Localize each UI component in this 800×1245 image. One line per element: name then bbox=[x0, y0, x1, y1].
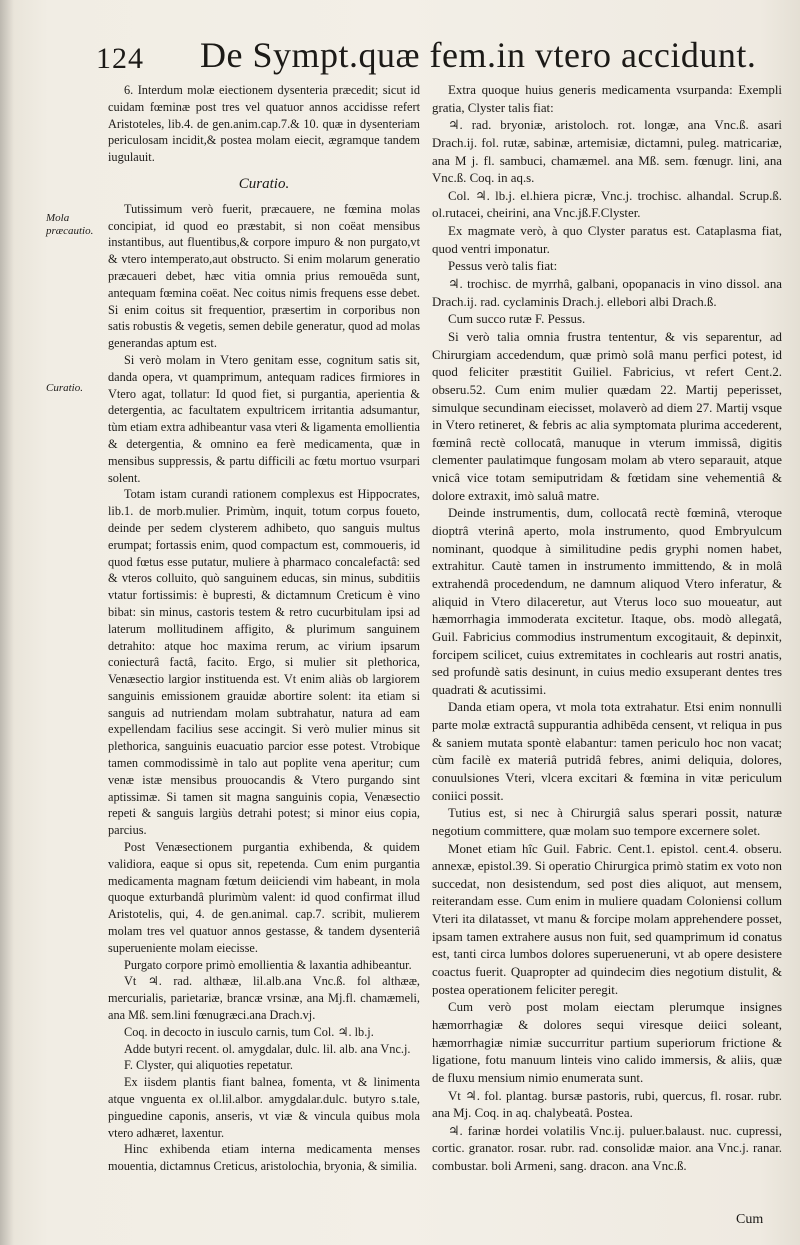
paragraph: Hinc exhibenda etiam interna medicamenta menses mouentia, dictamnus Creticus, aristolochia, bryonia, & similia. bbox=[108, 1142, 420, 1174]
paragraph: Purgato corpore primò emollientia & laxantia adhibeantur. bbox=[124, 957, 412, 972]
paragraph: Ex iisdem plantis fiant balnea, fomenta, vt & linimenta atque vnguenta ex ol.lil.albor. amygdalar.dulc. butyro s.tale, pinguedine caponis, anseris, vt viæ & vincula quibus mola vtero adhæret, laxentur. bbox=[108, 1075, 420, 1140]
prescription: ♃. rad. bryoniæ, aristoloch. rot. longæ, ana Vnc.ß. asari Drach.ij. fol. rutæ, sabinæ, artemisiæ, dictamni, puleg. matricariæ, ana M j. fl. sambuci, chamæmel. ana Mß. sem. fœnugr. lini, ana Vnc.ß. Coq. in aq.s. bbox=[432, 118, 782, 186]
running-head: De Sympt.quæ fem.in vtero accidunt. bbox=[200, 35, 757, 75]
paragraph: Cum verò post molam eiectam plerumque insignes hæmorrhagiæ & dolores sequi viresque deiici soleant, hæmorrhagiæ nimiæ succurritur partium superiorum frictione & ligatione, fotu manuum linteis vino calido immersis, & aliis, quæ de fluxu mensium nimio enumerata sunt. bbox=[432, 1000, 782, 1085]
page-number: 124 bbox=[96, 42, 144, 75]
prescription: Col. ♃. lb.j. el.hiera picræ, Vnc.j. trochisc. alhandal. Scrup.ß. ol.rutacei, cheirini, ana Vnc.jß.F.Clyster. bbox=[432, 188, 782, 221]
prescription: Vt ♃. fol. plantag. bursæ pastoris, rubi, quercus, fl. rosar. rubr. ana Mj. Coq. in aq. chalybeatâ. Postea. bbox=[432, 1088, 782, 1121]
paragraph: Si verò molam in Vtero genitam esse, cognitum satis sit, danda opera, vt quamprimum, antequam radices firmiores in Vtero agat, tollatur: Id quod fiet, si purgantia, aperientia & detergentia, ac facultatem expultricem irritantia adsumantur, tùm etiam extra adhibeantur vasa vteri & ligamenta emollientia & detergentia, & omnino ea ferè medicamenta, quæ in mensibus suppressis, & partu difficili ac fœtu mortuo vsurpari solent. bbox=[108, 352, 420, 485]
paragraph: Post Venæsectionem purgantia exhibenda, & quidem validiora, eaque si opus sit, repetenda. Cum enim purgantia medicamenta magnam fœtum deiiciendi vim habeant, in mola quoque exturbandâ plurimùm valent: id quod confirmat illud Aristotelis, qui, 4. de gen.animal. cap.7. scribit, mulierem molam tres vel quatuor annos gestasse, & tandem dysenteriâ superueniente molam eiecisse. bbox=[108, 840, 420, 955]
prescription: Vt ♃. rad. althææ, lil.alb.ana Vnc.ß. fol althææ, mercurialis, parietariæ, brancæ vrsinæ, ana Mj.fl. chamæmeli, ana Mß. sem.lini fœnugræci.ana Drach.vj. bbox=[108, 974, 420, 1023]
paragraph: Ex magmate verò, à quo Clyster paratus est. Cataplasma fiat, quod ventri imponatur. bbox=[432, 224, 782, 256]
paragraph: Tutius est, si nec à Chirurgiâ salus sperari possit, naturæ negotium committere, quæ molam suo tempore excernere solet. bbox=[432, 806, 782, 838]
paragraph: Totam istam curandi rationem complexus est Hippocrates, lib.1. de morb.mulier. Primùm, inquit, totum corpus foueto, deinde per sedem clysterem adhibeto, quo sanguis multus erumpat; fortassis enim, quod compactum est, commoueris, id quod fœtus esse putatur, muliere à pharmaco concalefactâ: sed & vteros colluito, quò sanguinem educas, sin minus, subditiis vtatur fortissimis: è bupresti, & dictamnum Creticum è vino bibat: sin minus, castoris testem & retro cucurbitulam ipsi ad laterum mollitudinem affigito, & plurimum sanguinem detrahito: atque hoc maxima rerum, ac virium ipsarum coniecturâ factâ, facito. Ergo, si mulier sit plethorica, Venæsectio largior instituenda est. Vt enim aliàs ob largiorem sanguinis emissionem grauidæ abortire solent: ita etiam si sanguis ad nutriendam molam subtrahatur, natura ad eam expellendam facilius sese accingit. Si verò mulier minus sit plethorica, sanguinis euacuatio parcior esse potest. Vtrobique tamen commodissimè in talo aut poplite vena aperitur; cum venæ istæ mensibus prouocandis & Vtero purgando sint aptissimæ. Si tamen sit magna sanguinis copia, Venæsectio repeti & sanguis largiùs detrahi potest; si minor eius copia, parcius. bbox=[108, 487, 420, 838]
margin-note-mola-praecautio: Mola præcautio. bbox=[46, 212, 94, 237]
paragraph: Deinde instrumentis, dum, collocatâ rectè fœminâ, vteroque dioptrâ vterinâ aperto, mola instrumento, quod Embryulcum nominant, quodque à similitudine pedis gryphi nomen habet, extrahitur. Cautè tamen in instrumento immittendo, & in molâ extrahendâ procedendum, ne damnum aliquod Vtero inferatur, & aliquid in Vtero dilaceretur, aut Vterus loco suo moueatur, aut hæmorrhagia immoderata excitetur. Itaque, obs. modò allegatâ, Guil. Fabricius commodius instrumentum excogitauit, & depinxit, forcipem scilicet, cuius extremitates in cochlearis aut rostri anatis, sed profundè satis desinunt, in cuius medio exsuperant dentes tres quadrati & acutissimi. bbox=[432, 506, 782, 697]
paragraph: 6. Interdum molæ eiectionem dysenteria præcedit; sicut id cuidam fœminæ post tres vel quatuor annos accidisse refert Aristoteles, lib.4. de gen.anim.cap.7.& 10. quæ in dysenteriam periculosam incidit,& postea molam eiecit, ægramque tandem iugulauit. bbox=[108, 83, 420, 165]
section-heading: Curatio. bbox=[238, 175, 290, 192]
prescription: Cum succo rutæ F. Pessus. bbox=[448, 312, 586, 327]
catchword: Cum bbox=[736, 1212, 764, 1227]
paragraph: Extra quoque huius generis medicamenta vsurpanda: Exempli gratia, Clyster talis fiat: bbox=[432, 83, 782, 115]
left-column bbox=[108, 82, 420, 1175]
right-column bbox=[432, 82, 782, 1176]
prescription: Coq. in decocto in iusculo carnis, tum Col. ♃. lb.j. bbox=[124, 1024, 374, 1039]
prescription: Adde butyri recent. ol. amygdalar, dulc. lil. alb. ana Vnc.j. bbox=[124, 1041, 411, 1056]
paragraph: Pessus verò talis fiat: bbox=[448, 259, 558, 274]
prescription: ♃. trochisc. de myrrhâ, galbani, opopanacis in vino dissol. ana Drach.ij. rad. cyclaminis Drach.j. ellebori albi Drach.ß. bbox=[432, 277, 782, 309]
paragraph: Monet etiam hîc Guil. Fabric. Cent.1. epistol. cent.4. obseru. annexæ, epistol.39. Si operatio Chirurgica primò statim ex voto non succedat, non desistendum, sed post dies aliquot, aut mensem, reiterandam esse. Cum enim in muliere quadam Coloniensi collum Vteri ita dilatasset, vt manu & forcipe molam apprehendere posset, ipsam tamen extrahere ausus non fuit, sed quamprimum id conatus est, tanti circa lumbos dolores superueneruni, vt ab opere desistere coactus fuerit. Quapropter ad quindecim dies negotium distulit, & postea operationem feliciter peregit. bbox=[432, 841, 782, 997]
prescription: ♃. farinæ hordei volatilis Vnc.ij. puluer.balaust. nuc. cupressi, cortic. granator. rosar. rubr. rad. consolidæ maior. ana Vnc.j. ranar. combustar. boli Armeni, sang. dracon. ana Vnc.ß. bbox=[432, 1123, 782, 1174]
paragraph: Si verò talia omnia frustra tententur, & vis separentur, ad Chirurgiam accedendum, quæ primò solâ manu perfici potest, id quod feliciter præstitit Guiliel. Fabricius, vt refert Cent.2. obseru.52. Cum enim mulier quædam 22. Martij peperisset, simulque secundinam eiecisset, molaverò ad diem 27. Martij vsque in Vtero retineret, & febris ac alia symptomata plurima accederent, fœminâ rectè collocatâ, manuque in vterum immissâ, digitis clementer paulatimque fungosam molam ab vtero separauit, atque vnicâ vice totam semiputridam & fœtidam sine vehementiâ & dolore extraxit, imò saluâ matre. bbox=[432, 329, 782, 503]
margin-note-curatio: Curatio. bbox=[46, 382, 83, 394]
paragraph: Danda etiam opera, vt mola tota extrahatur. Etsi enim nonnulli parte molæ extractâ suppurantia adhibēda censent, vt reliqua in pus & saniem mutata spontè elabantur: tamen periculo hoc non vacat; cùm facilè ex materiâ putridâ febres, animi deliquia, dolores, conuulsiones Vteri, vlcera excitari & fœmina in vitæ periculum coniici possit. bbox=[432, 700, 782, 803]
prescription: F. Clyster, qui aliquoties repetatur. bbox=[124, 1058, 293, 1073]
page-header bbox=[96, 30, 786, 80]
paragraph: Tutissimum verò fuerit, præcauere, ne fœmina molas concipiat, id quod eo præstabit, si non coëat mensibus instantibus, aut fluentibus,& corpore impuro & non purgato,vt & vtero intemperato,aut obstructo. Si enim molarum generatio præcaueri debet, hæc vitia omnia prius remouēda sunt, antequam fœmina coëat. Nec coitus nimis frequens esse debet. Si enim coitus sit frequentior, præsertim in corporibus non satis robustis & vegetis, semen debile generatur, quod ad molas generandas aptum est. bbox=[108, 201, 420, 351]
gutter-shadow bbox=[0, 0, 14, 1245]
